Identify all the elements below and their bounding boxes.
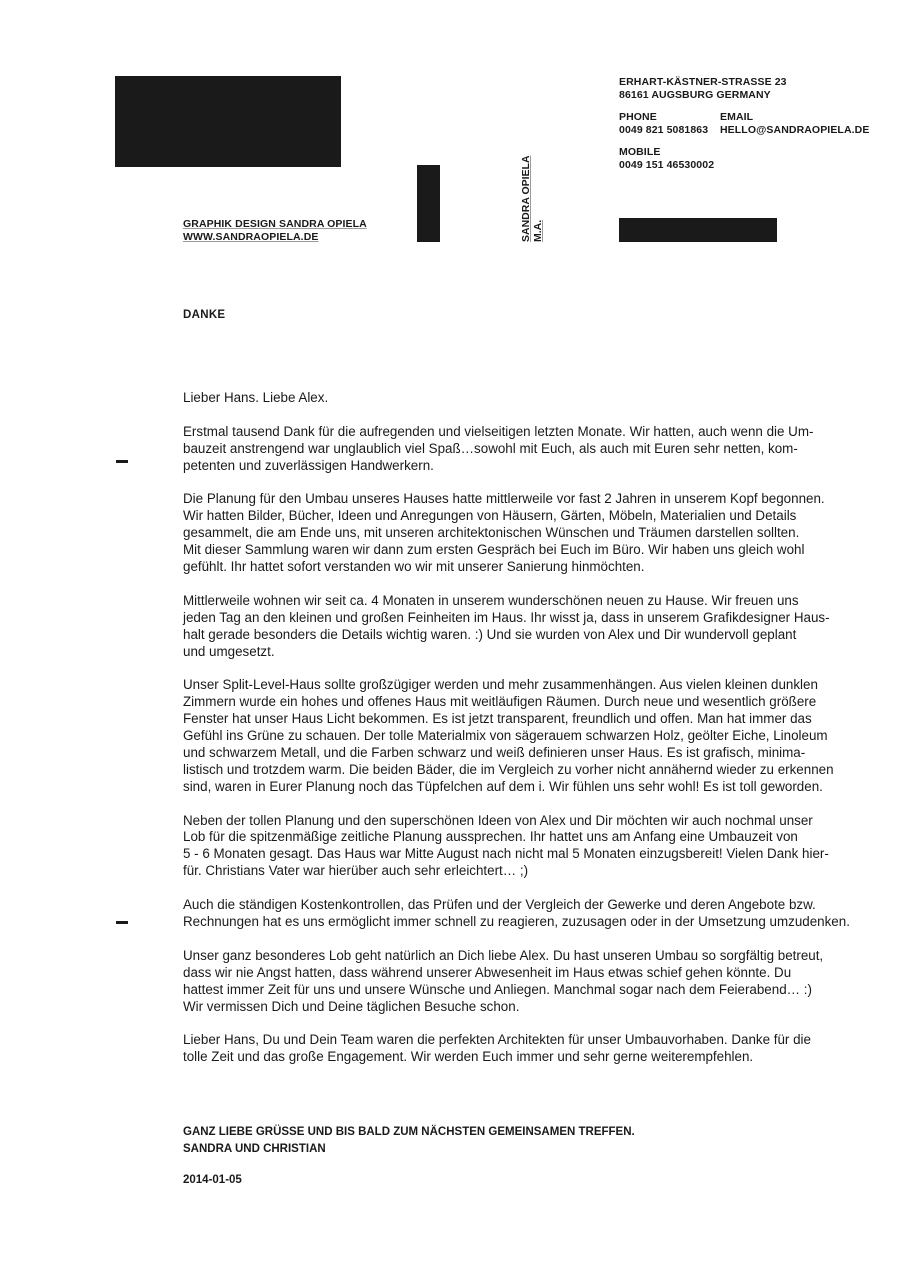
paragraph-line: dass wir nie Angst hatten, dass während unserer Abwesenheit im Haus etwas schief gehen könnte. Du: [183, 964, 792, 980]
paragraph-line: jeden Tag an den kleinen und großen Feinheiten im Haus. Ihr wisst ja, dass in unserem Grafikdesigner Haus-: [183, 609, 830, 625]
paragraph-line: Die Planung für den Umbau unseres Hauses hatte mittlerweile vor fast 2 Jahren in unserem Kopf begonnen.: [183, 491, 825, 507]
paragraph-line: listisch und trotzdem warm. Die beiden Bäder, die im Vergleich zu vorher nicht annähernd wieder zu erkennen: [183, 761, 834, 777]
paragraph-line: und umgesetzt.: [183, 643, 275, 659]
paragraph-line: Neben der tollen Planung und den superschönen Ideen von Alex und Dir möchten wir auch nochmal unser: [183, 812, 813, 828]
letter-paragraph: [183, 948, 853, 1016]
paragraph-line: tolle Zeit und das große Engagement. Wir werden Euch immer und sehr gerne weiterempfehlen.: [183, 1049, 754, 1065]
paragraph-line: Mit dieser Sammlung waren wir dann zum ersten Gespräch bei Euch im Büro. Wir haben uns gleich wohl: [183, 542, 805, 558]
address-line1: ERHART-KÄSTNER-STRASSE 23: [619, 76, 787, 88]
address-line2: 86161 AUGSBURG GERMANY: [619, 89, 771, 101]
paragraph-line: Auch die ständigen Kostenkontrollen, das Prüfen und der Vergleich der Gewerke und deren Angebote bzw.: [183, 897, 816, 913]
paragraph-line: Rechnungen hat es uns ermöglicht immer schnell zu reagieren, zuzusagen oder in der Umsetzung umzudenken.: [183, 914, 850, 929]
paragraph-line: Zimmern wurde ein hohes und offenes Haus mit weitläufigen Räumen. Durch neue und wesentlich größere: [183, 694, 817, 710]
mobile-block: [619, 146, 714, 172]
letter-paragraph: [183, 897, 853, 931]
vertical-title: M.A.: [532, 219, 544, 242]
fold-mark-top: [116, 460, 128, 463]
paragraph-line: Unser Split-Level-Haus sollte großzügiger werden und mehr zusammenhängen. Aus vielen kleinen dunklen: [183, 677, 818, 693]
address: [619, 76, 787, 102]
logo-block-right: [619, 218, 777, 242]
email-value[interactable]: HELLO@SANDRAOPIELA.DE: [720, 124, 870, 136]
paragraph-line: bauzeit anstrengend war unglaublich viel Spaß…sowohl mit Euch, als auch mit Euren sehr netten, kom-: [183, 440, 798, 456]
letter-body: [183, 390, 853, 1083]
vertical-name-label: [520, 155, 544, 242]
paragraph-line: Unser ganz besonderes Lob geht natürlich an Dich liebe Alex. Du hast unseren Umbau so sorgfältig betreut,: [183, 947, 824, 963]
email-block: [720, 111, 869, 137]
email-label: EMAIL: [720, 111, 754, 123]
company-info: [183, 218, 367, 244]
paragraph-line: Fenster hat unser Haus Licht bekommen. Es ist jetzt transparent, freundlich und offen. Man hat immer das: [183, 711, 812, 727]
vertical-name: SANDRA OPIELA: [520, 155, 532, 242]
paragraph-line: Gefühl ins Grüne zu schauen. Der tolle Materialmix von sägerauem schwarzen Holz, geölter Eiche, Linoleum: [183, 728, 828, 744]
letter-paragraph: [183, 593, 853, 661]
letter-paragraph: [183, 390, 853, 407]
paragraph-line: Lieber Hans, Du und Dein Team waren die perfekten Architekten für unser Umbauvorhaben. Danke für die: [183, 1032, 811, 1048]
phone-value: 0049 821 5081863: [619, 124, 709, 136]
phone-block: [619, 111, 708, 137]
paragraph-line: Wir hatten Bilder, Bücher, Ideen und Anregungen von Häusern, Gärten, Möbeln, Materialien und Details: [183, 508, 797, 524]
paragraph-line: Erstmal tausend Dank für die aufregenden und vielseitigen letzten Monate. Wir hatten, auch wenn die Um-: [183, 423, 814, 439]
paragraph-line: Lob für die spitzenmäßige zeitliche Planung aussprechen. Ihr hattet uns am Anfang eine Umbauzeit von: [183, 829, 798, 845]
paragraph-line: Lieber Hans. Liebe Alex.: [183, 390, 329, 405]
paragraph-line: halt gerade besonders die Details wichtig waren. :) Und sie wurden von Alex und Dir wundervoll geplant: [183, 626, 797, 642]
logo-block-vertical: [417, 165, 440, 242]
paragraph-line: Wir vermissen Dich und Deine täglichen Besuche schon.: [183, 998, 520, 1014]
paragraph-line: und schwarzem Metall, und die Farben schwarz und weiß definieren unser Haus. Es ist grafisch, minima-: [183, 744, 806, 760]
closing: [183, 1124, 635, 1158]
paragraph-line: Mittlerweile wohnen wir seit ca. 4 Monaten in unserem wunderschönen neuen zu Hause. Wir freuen uns: [183, 592, 799, 608]
paragraph-line: hattest immer Zeit für uns und unsere Wünsche und Anliegen. Manchmal sogar nach dem Feierabend… :): [183, 981, 812, 997]
letter-paragraph: [183, 677, 853, 795]
closing-greeting: GANZ LIEBE GRÜSSE UND BIS BALD ZUM NÄCHSTEN GEMEINSAMEN TREFFEN.: [183, 1126, 635, 1138]
mobile-label: MOBILE: [619, 146, 661, 158]
paragraph-line: gefühlt. Ihr hattet sofort verstanden wo wir mit unserer Sanierung hinmöchten.: [183, 559, 645, 575]
paragraph-line: sind, waren in Eurer Planung noch das Tüpfelchen auf dem i. Wir fühlen uns sehr wohl! Es ist toll geworden.: [183, 778, 823, 794]
fold-mark-bottom: [116, 921, 128, 924]
paragraph-line: 5 - 6 Monaten gesagt. Das Haus war Mitte August nach nicht mal 5 Monaten einzugsbereit! Vielen Dank hier-: [183, 846, 829, 862]
letter-paragraph: [183, 424, 853, 475]
paragraph-line: gesammelt, die am Ende uns, mit unseren architektonischen Wünschen und Träumen darstellen sollten.: [183, 525, 800, 541]
paragraph-line: für. Christians Vater war hierüber auch sehr erleichtert… ;): [183, 863, 529, 879]
letter-date: 2014-01-05: [183, 1174, 242, 1186]
website-link[interactable]: WWW.SANDRAOPIELA.DE: [183, 231, 319, 243]
closing-signature: SANDRA UND CHRISTIAN: [183, 1143, 326, 1155]
letter-paragraph: [183, 813, 853, 881]
mobile-value: 0049 151 46530002: [619, 159, 715, 171]
phone-label: PHONE: [619, 111, 657, 123]
paragraph-line: petenten und zuverlässigen Handwerkern.: [183, 457, 434, 473]
logo-block-large: [115, 76, 341, 167]
letter-paragraph: [183, 1032, 853, 1066]
letter-paragraph: [183, 491, 853, 576]
company-name: GRAPHIK DESIGN SANDRA OPIELA: [183, 218, 367, 230]
letter-subject: DANKE: [183, 309, 226, 321]
